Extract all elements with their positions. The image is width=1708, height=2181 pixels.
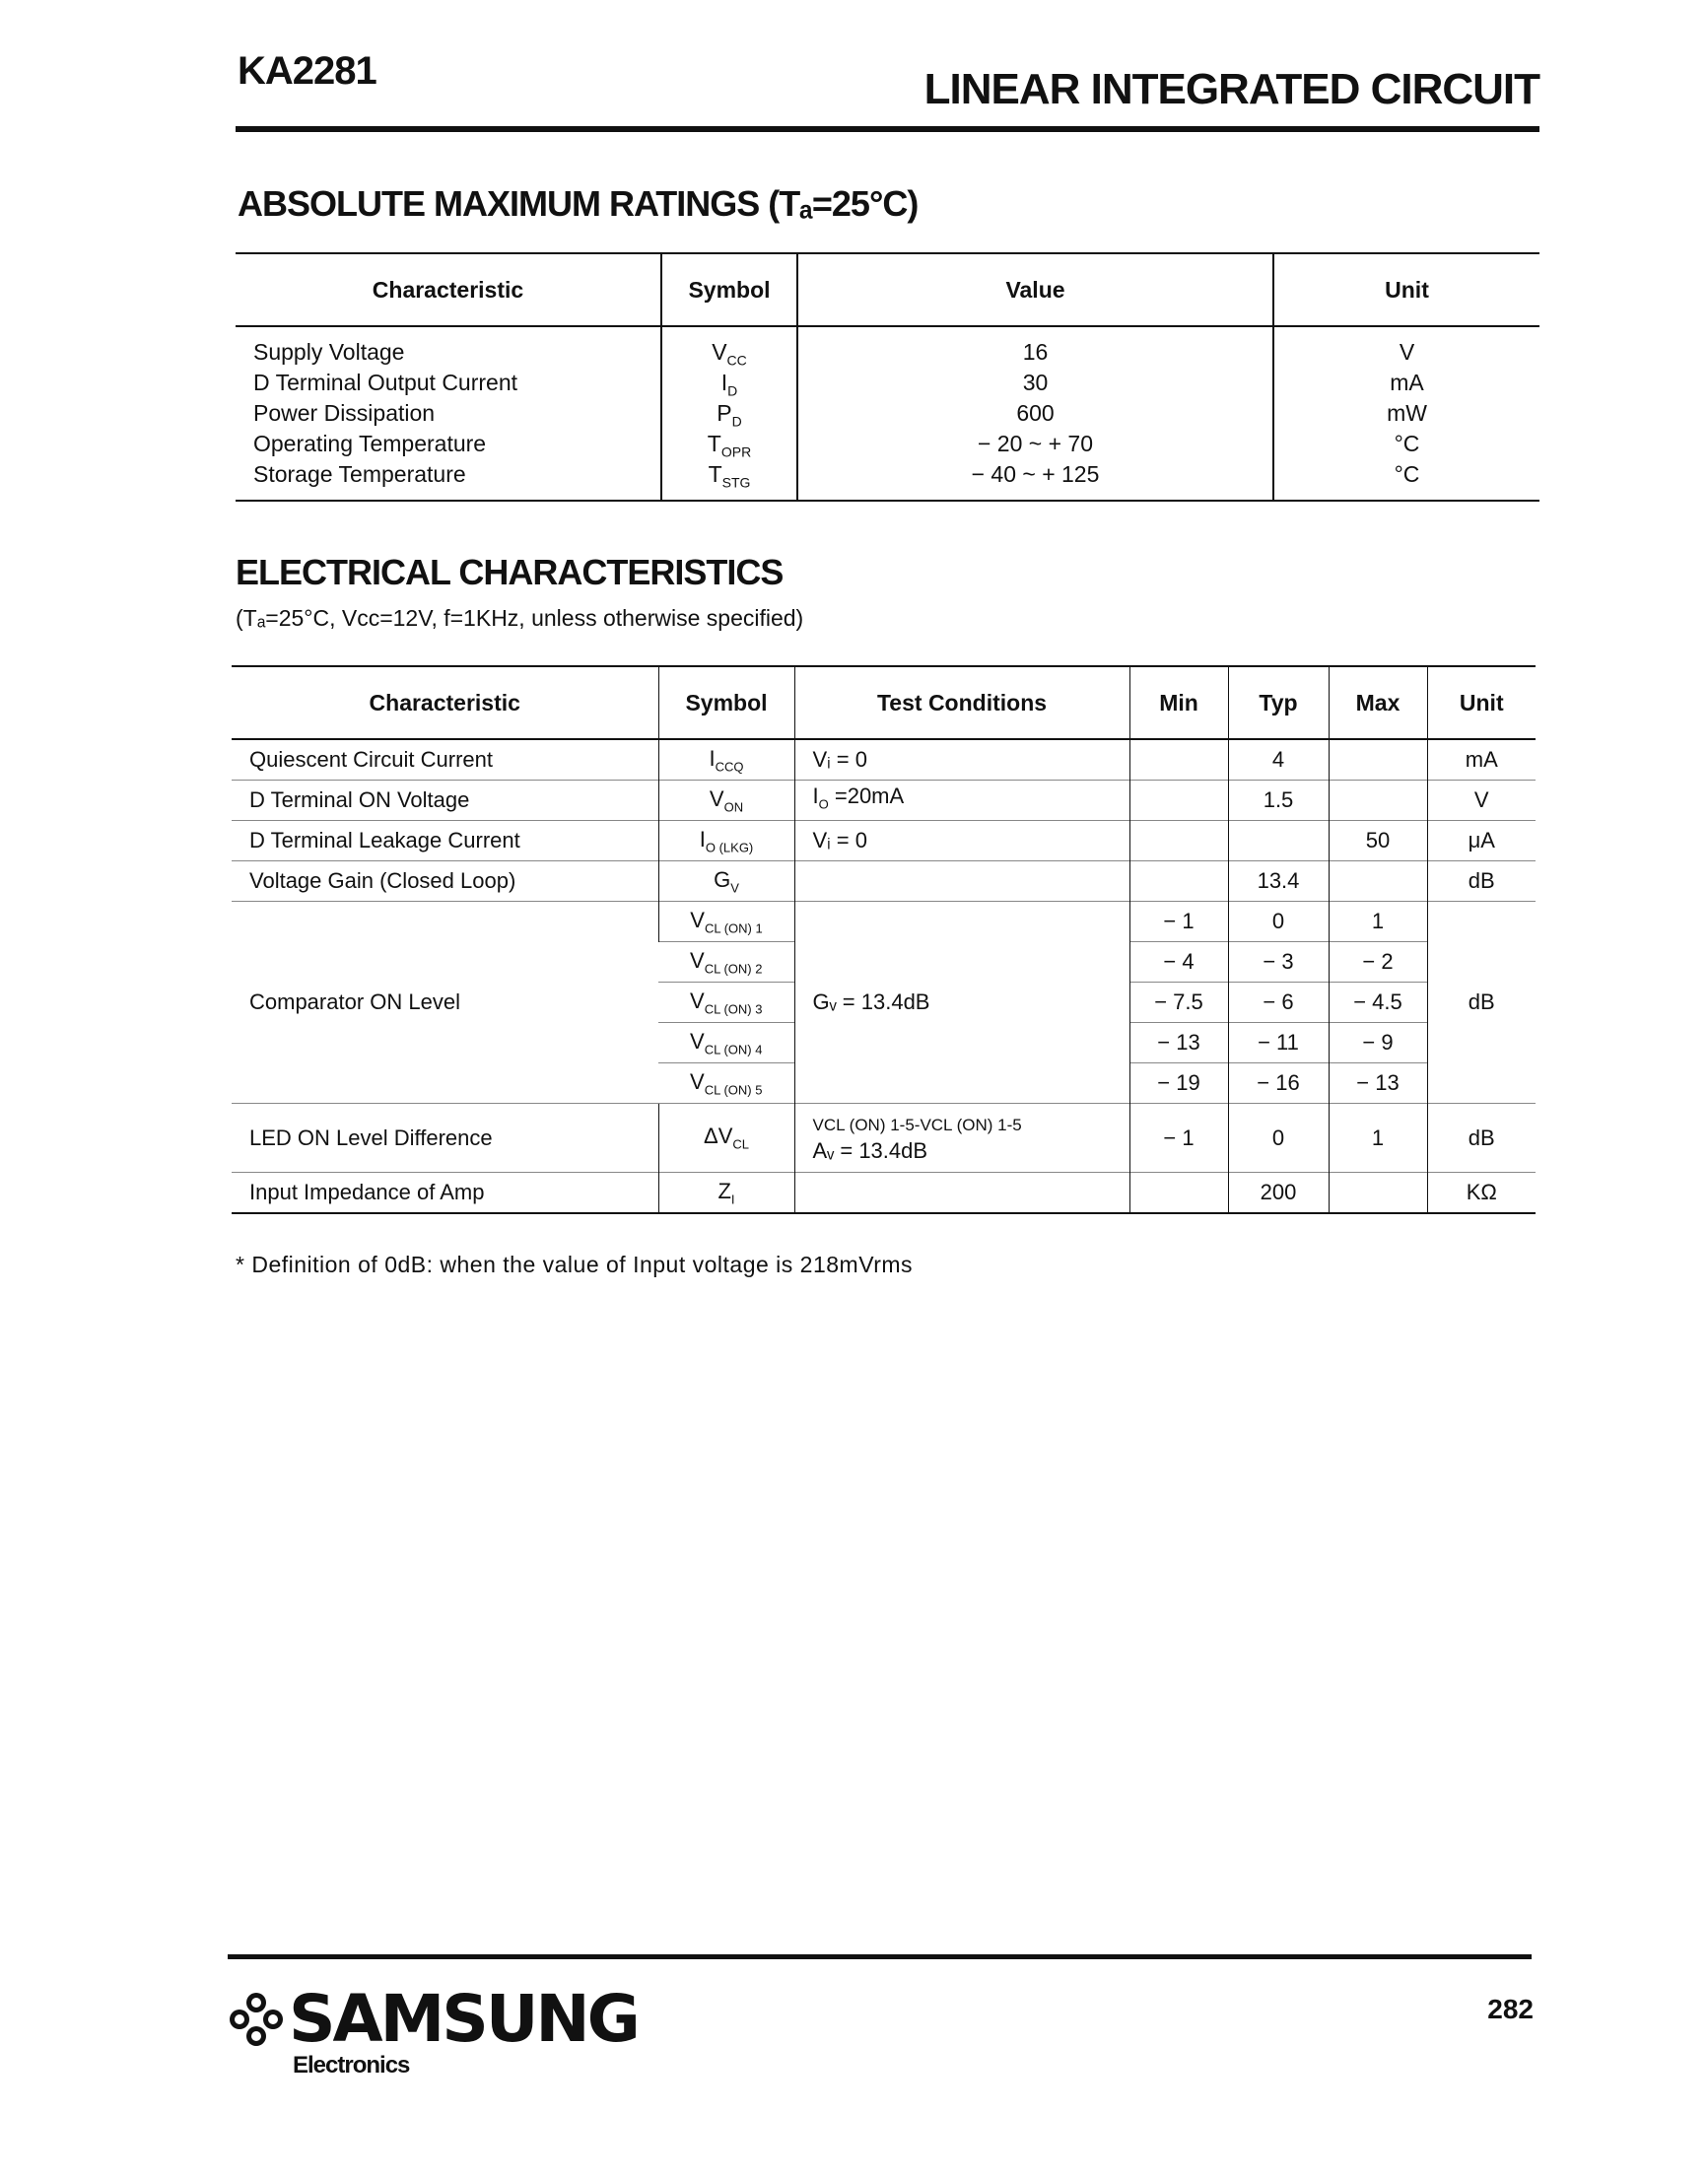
unit-cell: °C (1394, 431, 1420, 456)
characteristic-cell: Operating Temperature (253, 431, 487, 456)
table-header-row (232, 666, 1536, 739)
min-cell: − 7.5 (1129, 983, 1228, 1023)
unit-cell: μA (1427, 821, 1536, 861)
symbol-cell: $V_{CL (ON) 3}$ (658, 983, 794, 1023)
column-header: Symbol (661, 253, 797, 326)
column-header: Symbol (658, 666, 794, 739)
unit-cell: °C (1394, 461, 1420, 487)
typ-cell: 4 (1228, 739, 1329, 781)
symbol-cell: $I_{O (LKG)}$ (658, 821, 794, 861)
characteristic-cell: Power Dissipation (253, 400, 436, 426)
electrical-title: ELECTRICAL CHARACTERISTICS (236, 552, 784, 592)
unit-cell: KΩ (1427, 1173, 1536, 1214)
column-header: Max (1329, 666, 1427, 739)
test-condition-cell: Vᵢ = 0 (794, 821, 1129, 861)
symbol-cell: $I_{CCQ}$ (658, 739, 794, 781)
samsung-symbol-icon (228, 1991, 285, 2048)
header-rule (236, 126, 1539, 132)
value-cell: − 20 ~ + 70 (977, 431, 1094, 456)
test-condition-cell: Vᵢ = 0 (794, 739, 1129, 781)
max-cell (1329, 739, 1427, 781)
unit-cell: mW (1387, 400, 1427, 426)
min-cell (1129, 1173, 1228, 1214)
min-cell (1129, 821, 1228, 861)
unit-cell: mA (1427, 739, 1536, 781)
max-cell: − 4.5 (1329, 983, 1427, 1023)
column-header: Test Conditions (794, 666, 1129, 739)
symbol-cell: $\Delta V_{CL}$ (658, 1104, 794, 1173)
characteristic-cell: D Terminal Leakage Current (232, 821, 658, 861)
min-cell: − 1 (1129, 902, 1228, 942)
max-cell: − 2 (1329, 942, 1427, 983)
test-condition-cell: $I_O =20mA$ (794, 781, 1129, 821)
test-condition-line: VCL (ON) 1-5-VCL (ON) 1-5 (812, 1115, 1022, 1134)
characteristic-cell: LED ON Level Difference (232, 1104, 658, 1173)
symbol-cell: $P_D$ (717, 400, 742, 430)
table-row (232, 1173, 1536, 1214)
max-cell (1329, 861, 1427, 902)
symbol-cell: $T_{STG}$ (708, 461, 751, 491)
max-cell: 1 (1329, 1104, 1427, 1173)
test-condition-cell: Gᵥ = 13.4dB (794, 902, 1129, 1104)
column-header: Unit (1273, 253, 1539, 326)
test-condition-cell (794, 1173, 1129, 1214)
table-row (236, 326, 1539, 501)
column-header: Typ (1228, 666, 1329, 739)
unit-cell: dB (1427, 861, 1536, 902)
characteristic-cell: Voltage Gain (Closed Loop) (232, 861, 658, 902)
characteristic-cell: Input Impedance of Amp (232, 1173, 658, 1214)
symbol-cell: $V_{CL (ON) 4}$ (658, 1023, 794, 1063)
typ-cell: − 11 (1228, 1023, 1329, 1063)
symbol-cell: $I_D$ (720, 370, 738, 399)
symbol-cell: $Z_I$ (658, 1173, 794, 1214)
table-row (232, 781, 1536, 821)
brand-subtitle: Electronics (293, 2052, 410, 2079)
unit-cell: V (1399, 339, 1415, 365)
samsung-logo (228, 1981, 681, 2079)
unit-cell: dB (1427, 902, 1536, 1104)
test-condition-cell (794, 861, 1129, 902)
typ-cell: 13.4 (1228, 861, 1329, 902)
characteristic-cell: Storage Temperature (253, 461, 466, 487)
electrical-table (232, 665, 1536, 1214)
min-cell (1129, 861, 1228, 902)
symbol-cell: $V_{CL (ON) 1}$ (658, 902, 794, 942)
brand-name: SAMSUNG (289, 1981, 638, 2057)
max-cell: 1 (1329, 902, 1427, 942)
column-header: Characteristic (236, 253, 661, 326)
unit-cell: mA (1390, 370, 1424, 395)
characteristic-cell: Comparator ON Level (232, 902, 658, 1104)
part-number: KA2281 (238, 49, 376, 93)
characteristic-cell: D Terminal Output Current (253, 370, 518, 395)
test-condition-line: Aᵥ = 13.4dB (812, 1137, 928, 1163)
typ-cell: 0 (1228, 902, 1329, 942)
typ-cell: 200 (1228, 1173, 1329, 1214)
min-cell: − 13 (1129, 1023, 1228, 1063)
unit-column (1273, 326, 1539, 501)
symbol-cell: $V_{ON}$ (658, 781, 794, 821)
table-row (232, 821, 1536, 861)
page-number: 282 (1487, 1994, 1534, 2024)
symbol-cell: $V_{CL (ON) 5}$ (658, 1063, 794, 1104)
table-row (232, 1104, 1536, 1173)
min-cell (1129, 781, 1228, 821)
symbol-cell: $V_{CC}$ (712, 339, 747, 369)
table-row (232, 739, 1536, 781)
min-cell: − 4 (1129, 942, 1228, 983)
typ-cell (1228, 821, 1329, 861)
absolute-max-title: ABSOLUTE MAXIMUM RATINGS (Tₐ=25°C) (238, 183, 919, 224)
typ-cell: − 3 (1228, 942, 1329, 983)
column-header: Value (797, 253, 1273, 326)
value-cell: 600 (1016, 400, 1055, 426)
typ-cell: 1.5 (1228, 781, 1329, 821)
characteristic-cell: Supply Voltage (253, 339, 405, 365)
typ-cell: 0 (1228, 1104, 1329, 1173)
value-cell: 16 (1022, 339, 1049, 365)
min-cell: − 19 (1129, 1063, 1228, 1104)
symbol-cell: $T_{OPR}$ (707, 431, 752, 460)
min-cell (1129, 739, 1228, 781)
column-header: Characteristic (232, 666, 658, 739)
electrical-conditions: (Tₐ=25°C, Vcc=12V, f=1KHz, unless otherwise specified) (236, 605, 804, 631)
value-column (797, 326, 1273, 501)
typ-cell: − 16 (1228, 1063, 1329, 1104)
footnote: * Definition of 0dB: when the value of Input voltage is 218mVrms (236, 1252, 914, 1277)
min-cell: − 1 (1129, 1104, 1228, 1173)
characteristic-cell: D Terminal ON Voltage (232, 781, 658, 821)
table-row (232, 861, 1536, 902)
max-cell (1329, 1173, 1427, 1214)
column-header: Min (1129, 666, 1228, 739)
symbol-cell: $V_{CL (ON) 2}$ (658, 942, 794, 983)
table-row (232, 902, 1536, 942)
column-header: Unit (1427, 666, 1536, 739)
unit-cell: V (1427, 781, 1536, 821)
document-title: LINEAR INTEGRATED CIRCUIT (923, 65, 1539, 113)
max-cell (1329, 781, 1427, 821)
characteristic-cell: Quiescent Circuit Current (232, 739, 658, 781)
typ-cell: − 6 (1228, 983, 1329, 1023)
max-cell: − 9 (1329, 1023, 1427, 1063)
unit-cell: dB (1427, 1104, 1536, 1173)
table-header-row (236, 253, 1539, 326)
value-cell: − 40 ~ + 125 (971, 461, 1100, 487)
value-cell: 30 (1022, 370, 1049, 395)
max-cell: 50 (1329, 821, 1427, 861)
symbol-column (661, 326, 797, 501)
characteristic-column (236, 326, 661, 501)
absolute-max-table (236, 252, 1539, 502)
max-cell: − 13 (1329, 1063, 1427, 1104)
symbol-cell: $G_V$ (658, 861, 794, 902)
footer-rule (228, 1954, 1532, 1959)
test-condition-cell (794, 1104, 1129, 1173)
